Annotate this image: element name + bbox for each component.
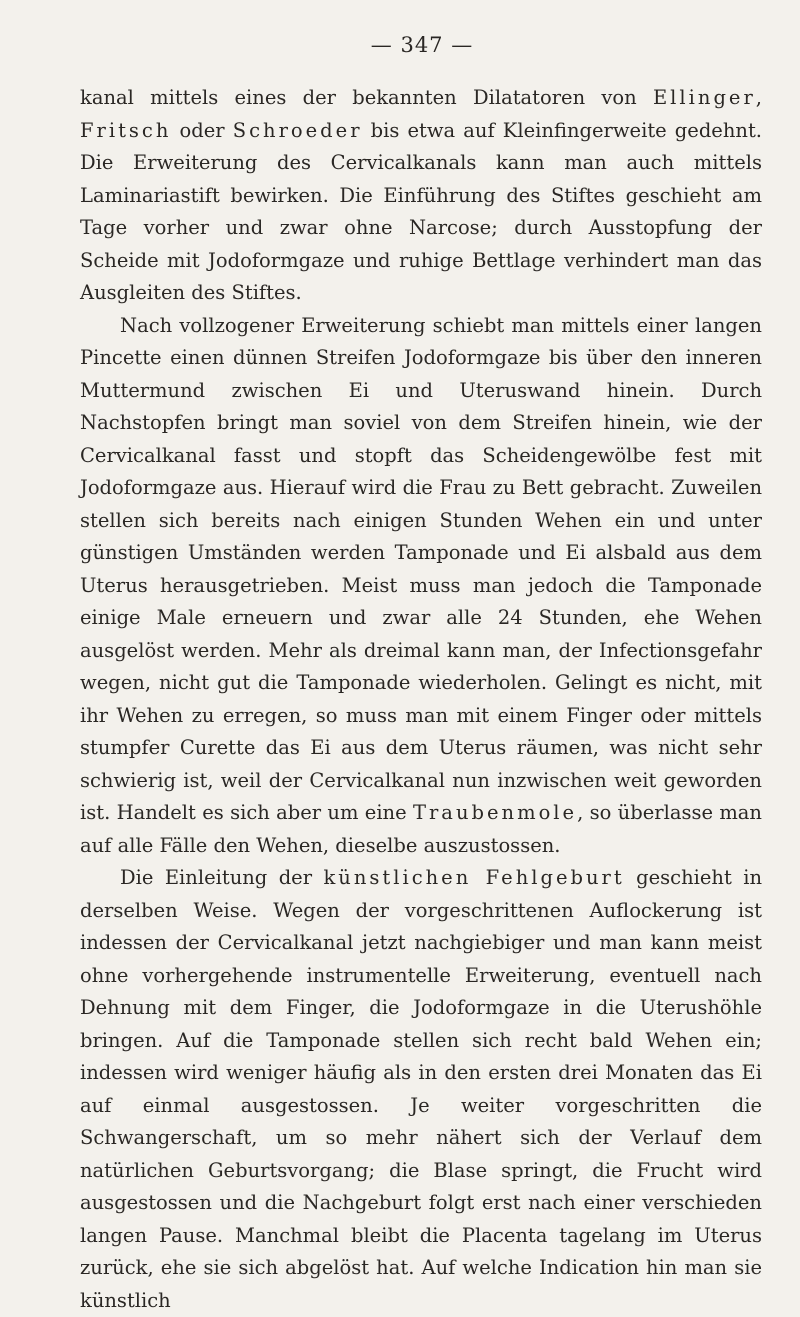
text-run: Die Einleitung der: [120, 866, 324, 889]
text-run: , so überlasse man auf alle Fälle den Wehen, dieselbe auszustossen.: [80, 801, 762, 857]
text-run: geschieht in derselben Weise. Wegen der vorgeschrittenen Auflockerung ist indessen der Cervicalkanal jetzt nachgiebiger und man kann meist ohne vorhergehende instrumentelle Erweiterung, eventuell nach Dehnung mit dem Finger, die Jodoformgaze in die Uterushöhle bringen. Auf die Tamponade stellen sich recht bald Wehen ein; indessen wird weniger häufig als in den ersten drei Monaten das Ei auf einmal ausgestossen. Je weiter vorgeschritten die Schwangerschaft, um so mehr nähert sich der Verlauf dem natürlichen Geburtsvorgang; die Blase springt, die Frucht wird ausgestossen und die Nachgeburt folgt erst nach einer verschieden langen Pause. Manchmal bleibt die Placenta tagelang im Uterus zurück, ehe sie sich abgelöst hat. Auf welche Indication hin man sie künstlich: [80, 866, 762, 1312]
body-text: [80, 82, 762, 1317]
emphasis-kuenstliche-fehlgeburt: künstlichen Fehlgeburt: [323, 866, 625, 889]
paragraph-3: [80, 862, 762, 1317]
paragraph-1: [80, 82, 762, 310]
author-name-schroeder: Schroeder: [232, 118, 363, 142]
text-run: Nach vollzogener Erweiterung schiebt man mittels einer langen Pincette einen dünnen Streifen Jodoformgaze bis über den inneren Muttermund zwischen Ei und Uteruswand hinein. Durch Nachstopfen bringt man soviel von dem Streifen hinein, wie der Cervicalkanal fasst und stopft das Scheidengewölbe fest mit Jodoformgaze aus. Hierauf wird die Frau zu Bett gebracht. Zuweilen stellen sich bereits nach einigen Stunden Wehen ein und unter günstigen Umständen werden Tamponade und Ei alsbald aus dem Uterus herausgetrieben. Meist muss man jedoch die Tamponade einige Male erneuern und zwar alle 24 Stunden, ehe Wehen ausgelöst werden. Mehr als dreimal kann man, der Infectionsgefahr wegen, nicht gut die Tamponade wiederholen. Gelingt es nicht, mit ihr Wehen zu erregen, so muss man mit einem Finger oder mittels stumpfer Curette das Ei aus dem Uterus räumen, was nicht sehr schwierig ist, weil der Cervicalkanal nun inzwischen weit geworden ist. Handelt es sich aber um eine: [80, 313, 762, 824]
emphasis-traubenmole: Traubenmole: [412, 801, 578, 824]
text-run: oder: [171, 118, 233, 142]
text-run: ,: [755, 86, 762, 109]
author-name-fritsch: Fritsch: [80, 118, 172, 142]
page-number: — 347 —: [370, 33, 474, 57]
text-run: bis etwa auf Kleinfingerweite gedehnt. Die Erweiterung des Cervicalkanals kann man auch mittels Laminariastift bewirken. Die Einführung des Stiftes geschieht am Tage vorher und zwar ohne Narcose; durch Ausstopfung der Scheide mit Jodoformgaze und ruhige Bettlage verhindert man das Ausgleiten des Stiftes.: [80, 118, 763, 304]
author-name-ellinger: Ellinger: [652, 86, 756, 109]
text-run: kanal mittels eines der bekannten Dilatatoren von: [80, 86, 653, 109]
paragraph-2: [80, 310, 762, 863]
